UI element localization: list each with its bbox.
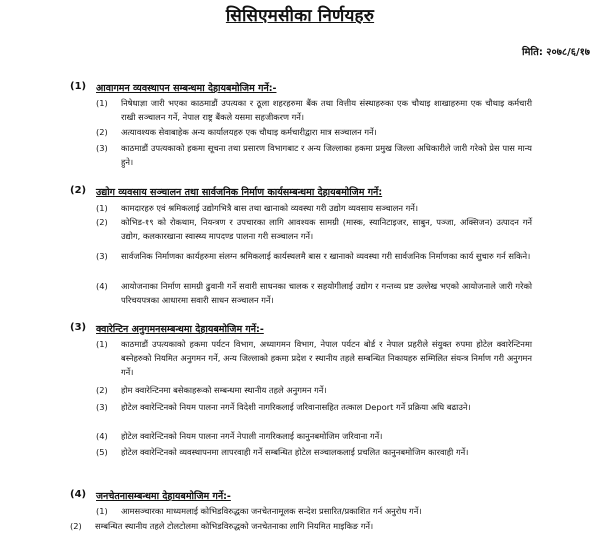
item-text: होटेल क्वारेन्टिनको नियम पालना नगर्ने विदेशी नागरिकलाई जरिवानासहित तत्काल Deport गर्ने प्रक्रिया अघि बढाउने।	[121, 402, 471, 412]
item-text: कोभिड-१९ को रोकथाम, नियन्त्रण र उपचारका लागि आवश्यक सामग्री (मास्क, स्यानिटाइजर, साबुन, पञ्जा, अक्सिजन) उत्पादन गर्ने उद्योग, कलकारखाना स्वास्थ्य मापदण्ड पालना गरी सञ्चालन गर्ने।	[121, 217, 532, 241]
item-number: (3)	[96, 143, 108, 153]
item-text: होटेल क्वारेन्टिनको नियम पालना नगर्ने नेपाली नागरिकलाई कानुनबमोजिम जरिवाना गर्ने।	[121, 431, 383, 441]
item-text: सार्वजनिक निर्माणका कार्यहरुमा संलग्न श्रमिकलाई कार्यस्थलमै बास र खानाको व्यवस्था गरी सार्वजनिक निर्माणका कार्य सुचारु गर्न सकिने।	[121, 251, 531, 261]
item-text: निषेधाज्ञा जारी भएका काठमाडौं उपत्यका र ठूला शहरहरुमा बैंक तथा वित्तीय संस्थाहरुका एक चौथाइ शाखाहरुमा एक चौथाइ कर्मचारी राखी सञ्चालन गर्ने, नेपाल राष्ट्र बैंकले यसमा सहजीकरण गर्ने।	[121, 98, 532, 122]
item-number: (3)	[96, 402, 108, 412]
item-number: (2)	[96, 127, 108, 137]
item-number: (2)	[96, 217, 108, 227]
section-number: (3)	[70, 322, 87, 333]
item-text: आमसञ्चारका माध्यमलाई कोभिडविरुद्धका जनचेतनामूलक सन्देश प्रसारित/प्रकाशित गर्न अनुरोध गर्ने।	[121, 506, 422, 516]
section-heading: क्वारेन्टिन अनुगमनसम्बन्धमा देहायबमोजिम गर्ने:-	[96, 324, 264, 335]
item-text: सम्बन्धित स्थानीय तहले टोलटोलमा कोभिडविरुद्धको जनचेतनाका लागि नियमित माइकिङ गर्ने।	[95, 521, 374, 531]
section-number: (4)	[70, 489, 87, 500]
page-title: सिसिएमसीका निर्णयहरु	[225, 6, 375, 26]
document-date: मिति: २०७८/६/१७	[521, 47, 590, 58]
section-heading: आवागमन व्यवस्थापन सम्बन्धमा देहायबमोजिम गर्ने:-	[96, 83, 277, 94]
item-text: कामदारहरु एवं श्रमिकलाई उद्योगभित्रै बास तथा खानाको व्यवस्था गरी उद्योग व्यवसाय सञ्चालन गर्ने।	[121, 203, 419, 213]
item-number: (4)	[96, 431, 108, 441]
item-number: (2)	[70, 521, 82, 531]
item-text: काठमाडौं उपत्यकाको हकमा पर्यटन विभाग, अध्यागमन विभाग, नेपाल पर्यटन बोर्ड र नेपाल प्रहरीले संयुक्त रुपमा होटेल क्वारेन्टिनमा बस्नेहरुको नियमित अनुगमन गर्ने, अन्य जिल्लाको हकमा प्रदेश र स्थानीय तहले सम्बन्धित निकायहरु सम्मिलित संयन्त्र निर्माण गरी अनुगमन गर्ने।	[121, 339, 532, 377]
section-number: (1)	[70, 81, 87, 92]
item-text: अत्यावश्यक सेवाबाहेक अन्य कार्यालयहरु एक चौथाइ कर्मचारीद्वारा मात्र सञ्चालन गर्ने।	[121, 127, 377, 137]
item-number: (1)	[96, 203, 108, 213]
section-heading: उद्योग व्यवसाय सञ्चालन तथा सार्वजनिक निर्माण कार्यसम्बन्धमा देहायबमोजिम गर्ने:	[96, 187, 383, 198]
item-number: (1)	[96, 98, 108, 108]
section-number: (2)	[70, 185, 87, 196]
item-number: (1)	[96, 339, 108, 349]
item-text: काठमाडौं उपत्यकाको हकमा सूचना तथा प्रसारण विभागबाट र अन्य जिल्लाका हकमा प्रमुख जिल्ला अधिकारीले जारी गरेको प्रेस पास मान्य हुने।	[121, 143, 532, 167]
item-number: (4)	[96, 281, 108, 291]
item-number: (3)	[96, 251, 108, 261]
item-number: (1)	[96, 506, 108, 516]
item-number: (5)	[96, 447, 108, 457]
item-number: (2)	[96, 385, 108, 395]
item-text: होम क्वारेन्टिनमा बसेकाहरूको सम्बन्धमा स्थानीय तहले अनुगमन गर्ने।	[121, 385, 327, 395]
item-text: आयोजनाका निर्माण सामग्री ढुवानी गर्ने सवारी साधनका चालक र सहयोगीलाई उद्योग र गन्तव्य प्रष्ट उल्लेख भएको आयोजनाले जारी गरेको परिचयपत्रका आधारमा सवारी साधन सञ्चालन गर्ने।	[121, 281, 532, 305]
item-text: होटेल क्वारेन्टिनको व्यवस्थापनमा लापरवाही गर्ने सम्बन्धित होटेल सञ्चालकलाई प्रचलित कानुनबमोजिम कारवाही गर्ने।	[121, 447, 469, 457]
section-heading: जनचेतनासम्बन्धमा देहायबमोजिम गर्ने:-	[96, 491, 231, 502]
